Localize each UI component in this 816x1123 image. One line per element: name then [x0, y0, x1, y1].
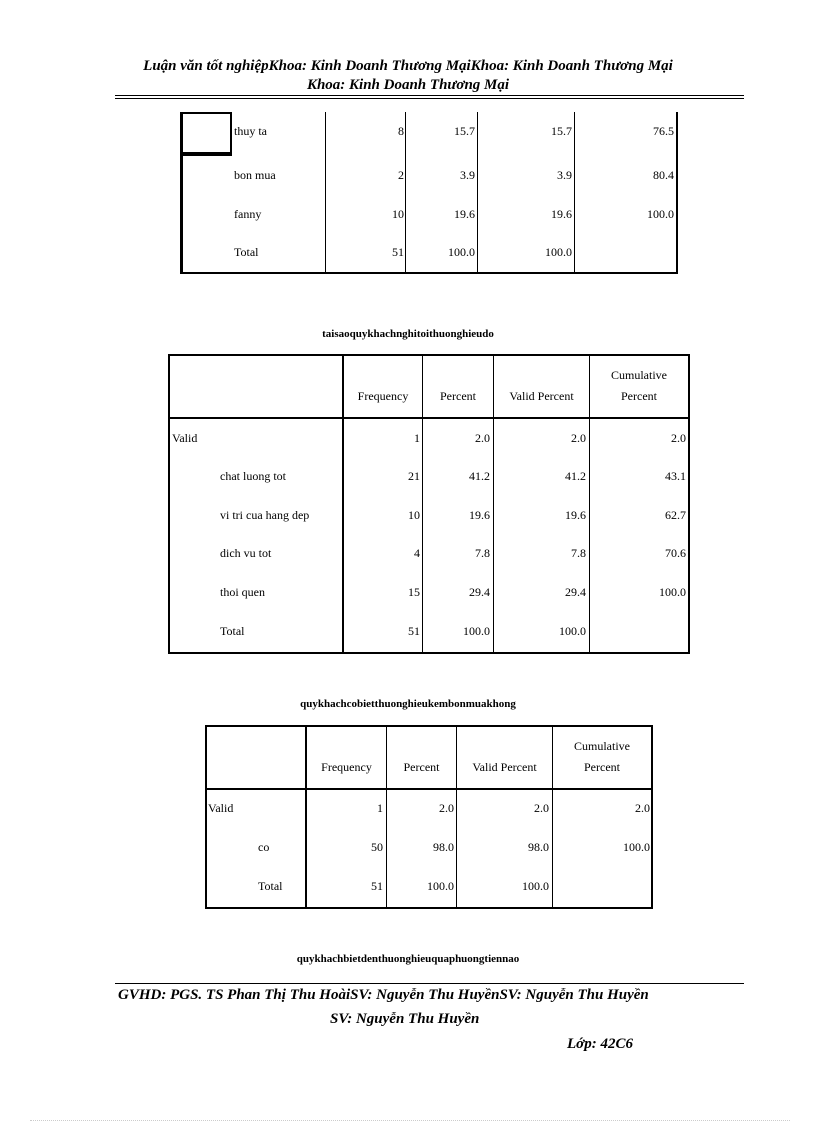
header-title-line2: Khoa: Kinh Doanh Thương Mại [306, 77, 510, 93]
col-header-cumulative: Cumulative [574, 739, 630, 753]
footer-student-line: SV: Nguyễn Thu Huyền [330, 1011, 480, 1027]
header-title-line1: Luận văn tốt nghiệpKhoa: Kinh Doanh Thương MạiKhoa: Kinh Doanh Thương Mại [143, 58, 673, 74]
valid-label: Valid [172, 431, 198, 445]
valid-label: Valid [208, 801, 234, 815]
col-header-valid-percent: Valid Percent [509, 389, 574, 403]
col-header-percent: Percent [403, 760, 440, 774]
table-1-title: taisaoquykhachnghitoithuonghieudo [322, 328, 494, 340]
footer-class-label: Lớp: 42C6 [567, 1036, 633, 1052]
col-header-frequency: Frequency [357, 389, 409, 403]
header-rule-double [115, 98, 744, 99]
col-header-valid-percent: Valid Percent [472, 760, 537, 774]
col-header-cumulative-percent: Percent [621, 389, 657, 403]
footer-advisor-line: GVHD: PGS. TS Phan Thị Thu HoàiSV: Nguyễn Thu HuyềnSV: Nguyễn Thu Huyền [118, 987, 649, 1003]
table-3-title: quykhachbietdenthuonghieuquaphuongtiennao [296, 953, 520, 965]
table-2-title: quykhachcobietthuonghieukembonmuakhong [300, 698, 516, 710]
header-rule [115, 95, 744, 96]
col-header-cumulative: Cumulative [611, 368, 667, 382]
col-header-percent: Percent [440, 389, 476, 403]
footer-rule [115, 983, 744, 984]
col-header-cumulative-percent: Percent [584, 760, 620, 774]
page-bottom-dotted-line [30, 1120, 790, 1121]
col-header-frequency: Frequency [321, 760, 372, 774]
